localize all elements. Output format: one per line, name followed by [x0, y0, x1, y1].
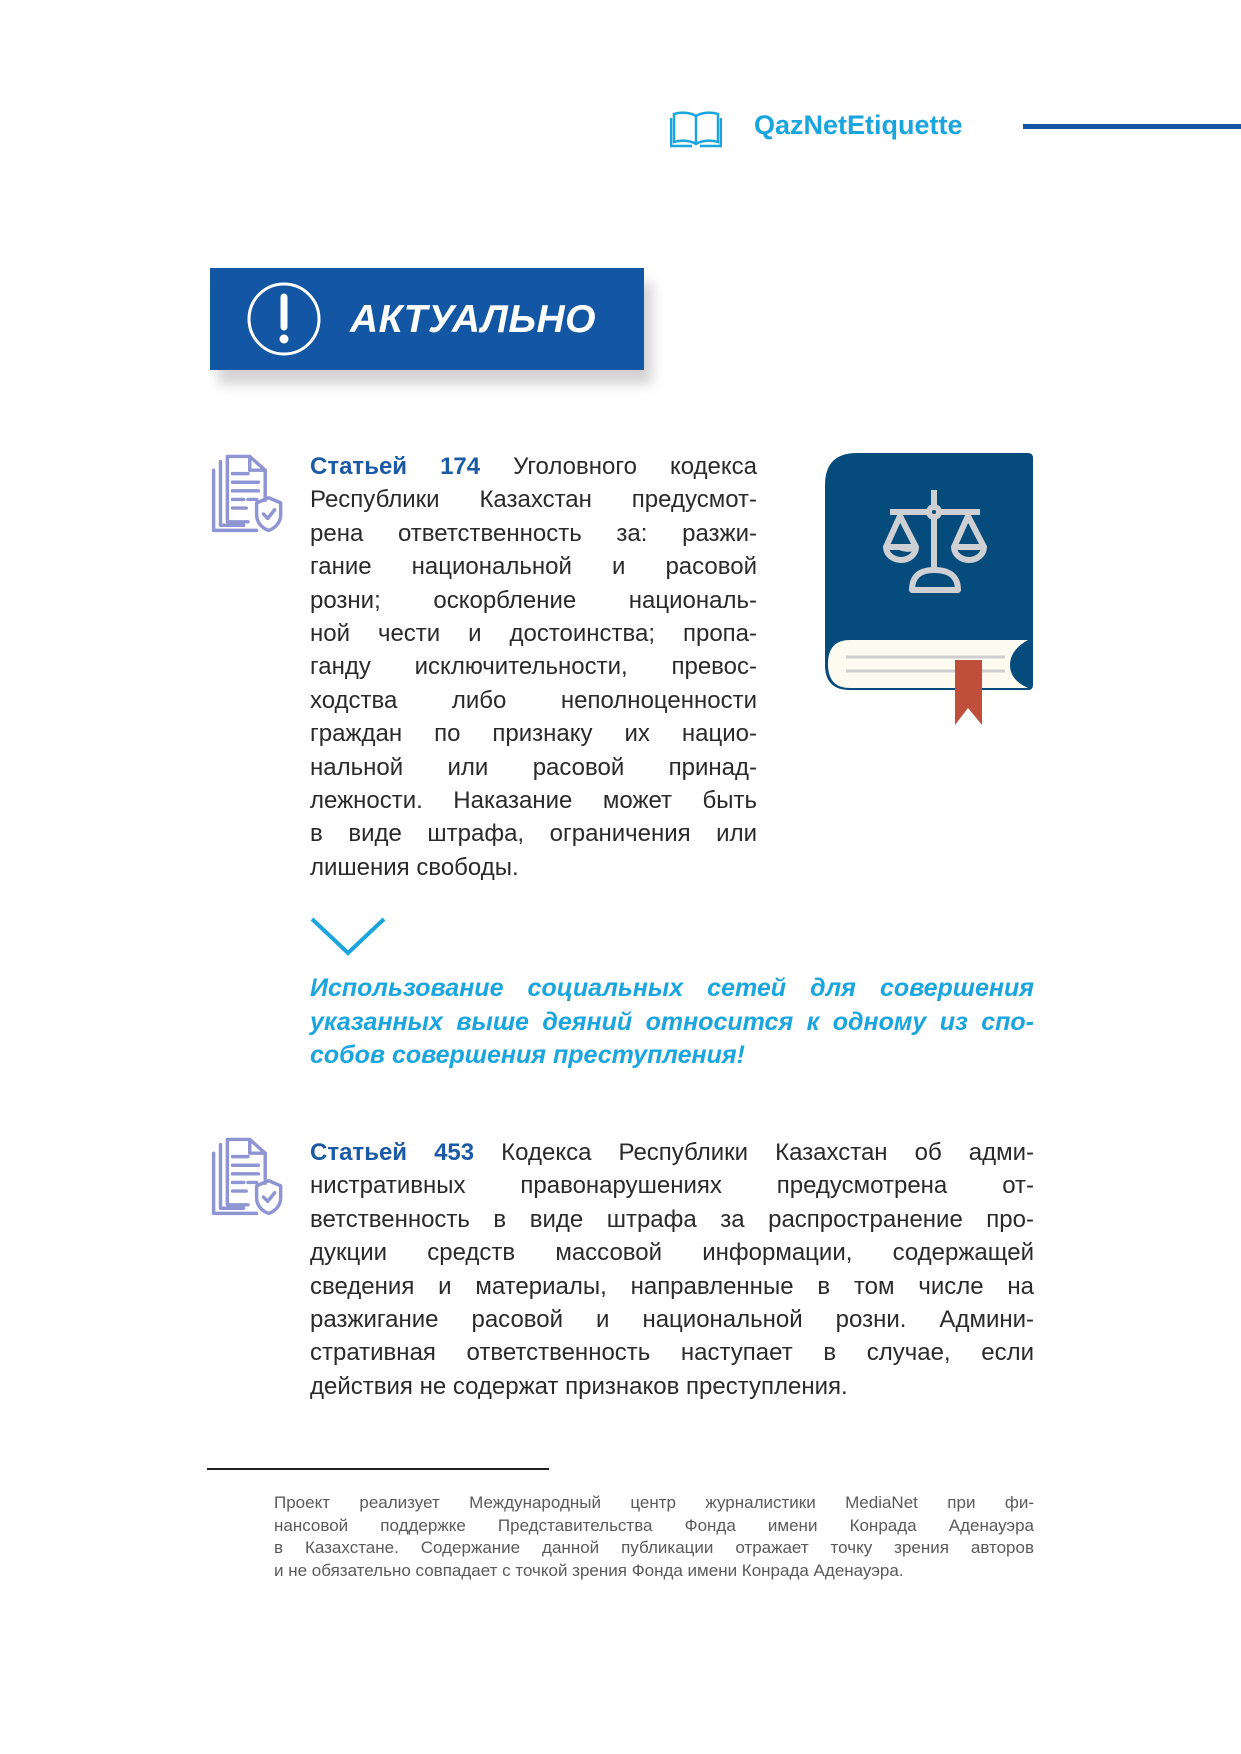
text-line: ходства либо неполноценности	[310, 686, 757, 714]
legal-document-icon	[205, 1135, 291, 1223]
actual-banner	[210, 268, 644, 370]
footnote-divider	[207, 1468, 549, 1470]
text-line: Уголовного кодекса	[480, 453, 757, 480]
header-rule	[1023, 124, 1241, 129]
text-line: в виде штрафа, ограничения или	[310, 820, 757, 848]
legal-document-icon	[205, 452, 291, 540]
text-line: лишения свободы.	[310, 853, 519, 881]
article-174-lead: Статьей 174	[310, 453, 481, 480]
text-line: ной чести и достоинства; пропа-	[310, 619, 757, 647]
article-453-lead: Статьей 453	[310, 1139, 475, 1166]
highlight-line: собов совершения преступления!	[310, 1041, 745, 1069]
highlight-callout	[310, 972, 1034, 1073]
footnote	[274, 1492, 1034, 1583]
text-line: лежности. Наказание может быть	[310, 786, 757, 814]
article-174-text	[310, 450, 757, 884]
highlight-line: Использование социальных сетей для совершения	[310, 974, 1034, 1002]
text-line: ганду исключительности, превос-	[310, 653, 757, 681]
footnote-line: в Казахстане. Содержание данной публикации отражает точку зрения авторов	[274, 1538, 1034, 1558]
footnote-line: нансовой поддержке Представительства Фонда имени Конрада Аденауэра	[274, 1515, 1034, 1535]
brand-name: QazNetEtiquette	[754, 110, 963, 140]
text-line: розни; оскорбление националь-	[310, 586, 757, 614]
text-line: ветственность в виде штрафа за распространение про-	[310, 1205, 1034, 1233]
text-line: гание национальной и расовой	[310, 553, 757, 581]
text-line: дукции средств массовой информации, содержащей	[310, 1239, 1034, 1267]
text-line: граждан по признаку их нацио-	[310, 720, 757, 748]
footnote-line: Проект реализует Международный центр журналистики MediaNet при фи-	[274, 1493, 1034, 1512]
article-453-text	[310, 1136, 1034, 1403]
banner-title: АКТУАЛЬНО	[350, 298, 596, 341]
text-line: разжигание расовой и национальной розни. Админи-	[310, 1305, 1034, 1333]
footnote-line: и не обязательно совпадает с точкой зрения Фонда имени Конрада Аденауэра.	[274, 1561, 904, 1581]
text-line: нальной или расовой принад-	[310, 753, 757, 781]
text-line: действия не содержат признаков преступления.	[310, 1372, 848, 1400]
text-line: Кодекса Республики Казахстан об адми-	[474, 1139, 1034, 1166]
text-line: Республики Казахстан предусмот-	[310, 486, 757, 514]
chevron-down-icon	[310, 917, 386, 957]
open-book-icon	[670, 110, 722, 148]
law-book-scales-icon	[820, 450, 1040, 730]
text-line: рена ответственность за: разжи-	[310, 519, 757, 547]
highlight-line: указанных выше деяний относится к одному из спо-	[310, 1007, 1034, 1036]
text-line: стративная ответственность наступает в случае, если	[310, 1339, 1034, 1367]
exclamation-circle-icon	[246, 281, 322, 357]
text-line: нистративных правонарушениях предусмотрена от-	[310, 1172, 1034, 1200]
text-line: сведения и материалы, направленные в том числе на	[310, 1272, 1034, 1300]
